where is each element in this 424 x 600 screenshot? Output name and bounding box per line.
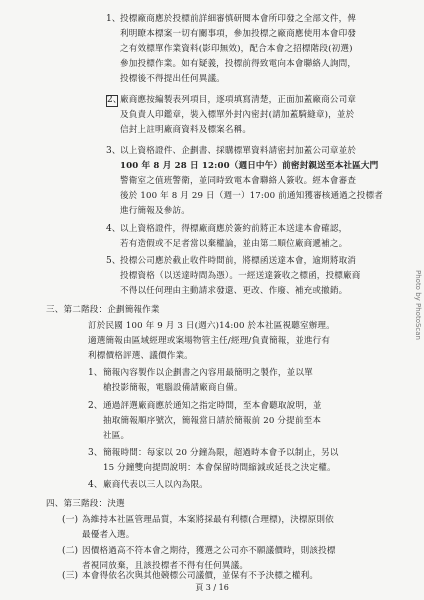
item-line: 投標公司應於截止收件時間前，將標函送達本會，逾期將取消	[120, 256, 357, 266]
item-line: 槍投影簡報，電腦設備請廠商自備。	[103, 383, 243, 393]
item-line: 投標資格（以送達時間為憑）。一經送達簽收之標函，投標廠商	[120, 271, 361, 281]
item-number: 3、	[88, 448, 103, 458]
item-line: 因價格過高不符本會之期待，獲選之公司亦不願議價時，則該投標	[82, 546, 336, 556]
item-line: 進行簡報及參訪。	[120, 206, 190, 216]
item-line: 廠商應按編製表列項目，逐項填寫清楚，正面加蓋廠商公司章	[120, 95, 357, 105]
item-line: 信封上註明廠商資料及標案名稱。	[120, 125, 252, 135]
item-line: 社區。	[103, 431, 130, 441]
item-line: 本會得依名次與其他競標公司議價，並保有不予決標之權利。	[82, 571, 319, 581]
page-footer: 頁 3 / 16	[195, 583, 229, 592]
item-line: 15 分鐘雙向提問說明：本會保留時間縮減或延長之決定權。	[103, 463, 336, 473]
item-line: 簡報內容製作以企劃書之內容用最簡明之製作，並以單	[103, 368, 313, 378]
item-number: (三)	[62, 571, 79, 581]
item-line: 為維持本社區管理品質，本案將採最有利標(合理標)，決標原則依	[82, 515, 334, 525]
item-number: 1、	[88, 368, 103, 378]
item-line: 投標廠商應於投標前詳細審慎研閱本會所印發之全部文件，俾	[120, 14, 357, 24]
item-line: 者視同放棄，且該投標者不得有任何異議。	[82, 561, 249, 571]
item-line: 投標後不得提出任何異議。	[120, 74, 225, 84]
item-line: 及負責人印鑑章，裝入標單外封內密封(請加蓋騎縫章)，並於	[120, 110, 355, 120]
item-line: 廠商代表以三人以內為限。	[103, 480, 208, 490]
stage3-heading: 四、第三階段：決選	[46, 499, 125, 509]
stage2-heading: 三、第二階段：企劃簡報作業	[46, 305, 160, 315]
item-line: 不得以任何理由主動請求發還、更改、作廢、補充或撤銷。	[120, 286, 348, 296]
item-number: 4、	[106, 224, 121, 234]
stage2-intro-line: 訂於民國 100 年 9 月 3 日(週六)14:00 於本社區視聽室辦理。	[88, 321, 335, 331]
item-line: 以上資格證件，得標廠商應於簽約前將正本送達本會確認，	[120, 224, 348, 234]
item-number: 4、	[88, 480, 103, 490]
item-line: 後於 100 年 8 月 29 日（週一）17:00 前通知獲審核通過之投標者	[120, 191, 384, 201]
item-number: 3、	[106, 146, 121, 156]
item-line: 利明瞭本標案一切有關事項，參加投標之廠商應使用本會印發	[120, 29, 357, 39]
item-number: (一)	[62, 515, 79, 525]
item-line: 最優者入選。	[82, 530, 135, 540]
item-number: 1、	[106, 14, 121, 24]
item-line: 通過評選廠商應於通知之指定時間，至本會聽取說明，並	[103, 401, 322, 411]
side-stamp: Photo by PhotoScan	[414, 270, 422, 340]
stage2-intro-line: 適選簡報由區域經理或案場物管主任/經理/負責簡報，並進行有	[88, 336, 331, 346]
item-line: 之有效標單作業資料(影印無效)，配合本會之招標階段(初選)	[120, 44, 353, 54]
item-number: (二)	[62, 546, 79, 556]
item-line: 抽取簡報順序號次，簡報當日請於簡報前 20 分提前至本	[103, 416, 322, 426]
item-line: 100 年 8 月 28 日 12:00（週日中午）前密封親送至本社區大門	[120, 161, 379, 171]
item-line: 簡報時間：每家以 20 分鐘為限，超過時本會予以制止，另以	[103, 448, 339, 458]
item-line: 以上資格證件、企劃書、採購標單資料請密封加蓋公司章並於	[120, 146, 357, 156]
item-number: 2、	[107, 95, 122, 105]
item-number: 2、	[88, 401, 103, 411]
item-line: 參加投標作業。如有疑義，投標前得致電向本會聯絡人詢問，	[120, 59, 357, 69]
item-line: 若有造假或不足者當以棄權論，並由第二順位廠商遞補之。	[120, 239, 348, 249]
stage2-intro-line: 利標價格評選、議價作業。	[88, 351, 193, 361]
item-number: 5、	[106, 256, 121, 266]
item-line: 警衛室之值班警衛，並同時致電本會聯絡人簽收。經本會審查	[120, 176, 357, 186]
